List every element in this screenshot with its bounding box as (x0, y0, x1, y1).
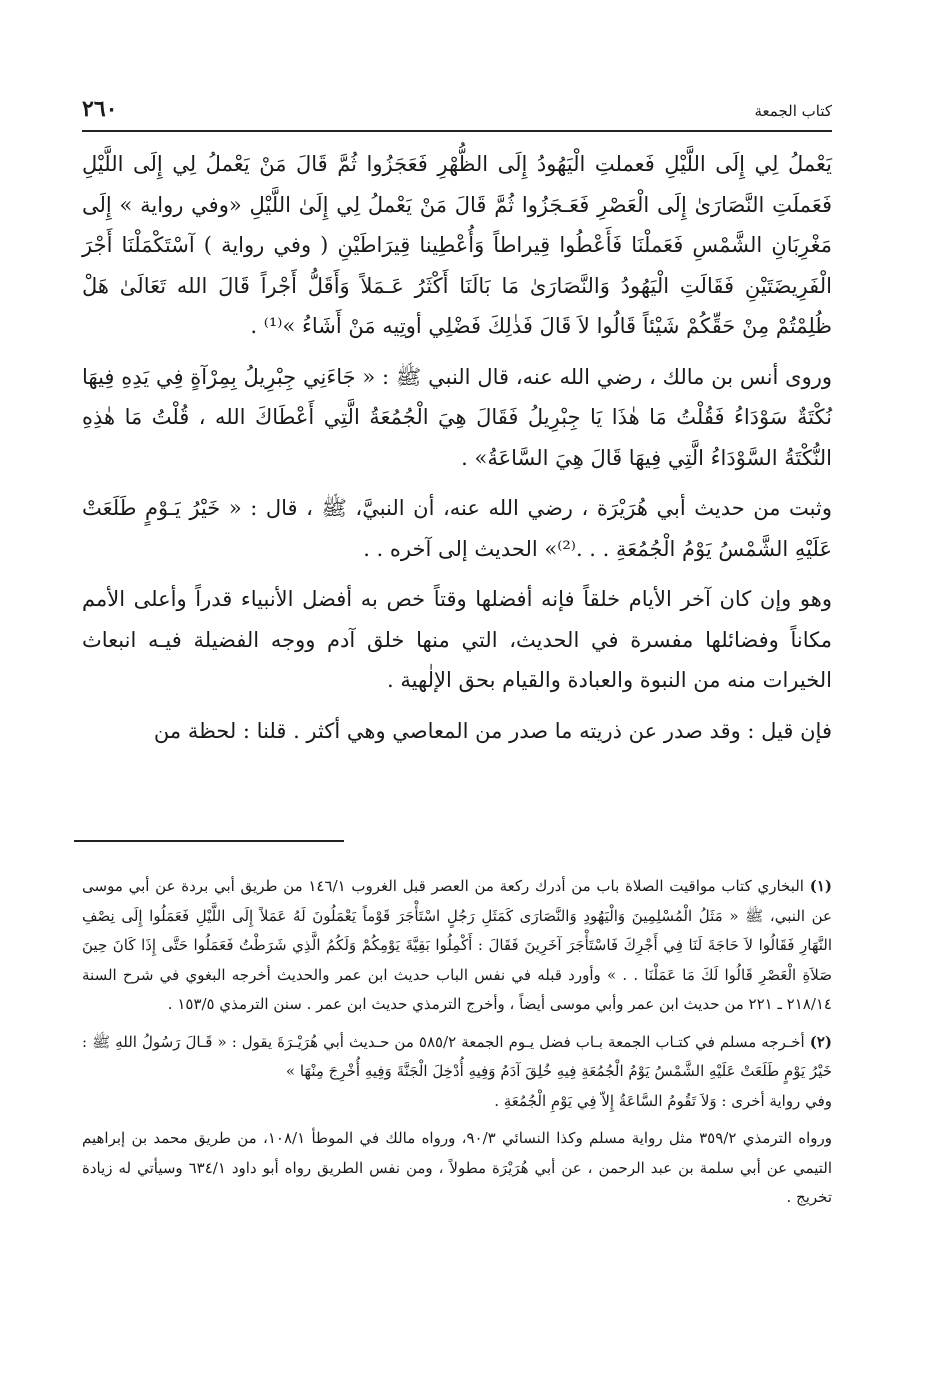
footnote-1-text: البخاري كتاب مواقيت الصلاة باب من أدرك ركعة من العصر قبل الغروب ١٤٦/١ من طريق أبي بردة عن أبي موسى عن النبي، ﷺ « مَثَلُ الْمُسْلِمِينَ وَالْيَهُودِ وَالنَّصَارَى كَمَثَلِ رَجُلٍ اسْتَأْجَرَ قَوْماً يَعْمَلُونَ لَهُ عَمَلاً إِلَى اللَّيْلِ فَعَمَلُوا إِلَى نِصْفِ النَّهَارِ فَقَالُوا لاَ حَاجَةَ لَنَا فِي أَجْرِكَ فَاسْتَأْجَرَ آخَرِينَ فَقَالَ : أَكْمِلُوا بَقِيَّةَ يَوْمِكُمْ وَلَكُمُ الَّذِي شَرَطْتُ فَعَمَلُوا حَتَّى إِذَا كَانَ حِينَ صَلاَةِ الْعَصْرِ قَالُوا لَكَ مَا عَمَلْنَا . . » وأورد قبله في نفس الباب حديث ابن عمر والحديث أخرجه البغوي في شرح السنة ٢١٨/١٤ ـ ٢٢١ من حديث ابن عمر وأبي موسى أيضاً ، وأخرج الترمذي حديث ابن عمر . سنن الترمذي ١٥٣/٥ . (82, 877, 832, 1013)
paragraph-4: وهو وإن كان آخر الأيام خلقاً فإنه أفضلها وقتاً خص به أفضل الأنبياء قدراً وأعلى الأمم مكاناً وفضائلها مفسرة في الحديث، التي منها خلق آدم ووجه الفضيلة فيـه انبعاث الخيرات منه من النبوة والعبادة والقيام بحق الإلٰهية . (82, 587, 832, 692)
footnote-2-text: أخـرجه مسلم في كتـاب الجمعة بـاب فضل يـوم الجمعة ٥٨٥/٢ من حـديث أبي هُرَيْـرَةَ يقول : « قَـالَ رَسُولُ اللهِ ﷺ : خَيْرُ يَوْمٍ طَلَعَتْ عَلَيْهِ الشَّمْسُ يَوْمُ الْجُمُعَةِ فِيهِ خُلِقَ آدَمُ وَفِيهِ أُدْخِلَ الْجَنَّةَ وَفِيهِ أُخْرِجَ مِنْهَا » (82, 1032, 832, 1080)
page-number: ٢٦٠ (82, 96, 118, 122)
paragraph-3: وثبت من حديث أبي هُرَيْرَة ، رضي الله عنه، أن النبيَّ، ﷺ ، قال : « خَيْرُ يَـوْمٍ طَلَعَتْ عَلَيْهِ الشَّمْسُ يَوْمُ الْجُمُعَةِ . . .⁽²⁾» الحديث إلى آخره . . (82, 496, 832, 561)
page (82, 96, 832, 751)
footnote-2-references: ورواه الترمذي ٣٥٩/٢ مثل رواية مسلم وكذا النسائي ٩٠/٣، ورواه مالك في الموطأ ١٠٨/١، من طريق محمد بن إبراهيم التيمي عن أبي سلمة بن عبد الرحمن ، عن أبي هُرَيْرَة مطولاً ، ومن نفس الطريق رواه أبو داود ٦٣٤/١ وسيأتي له زيادة تخريج . (82, 1129, 832, 1206)
paragraph-5: فإن قيل : وقد صدر عن ذريته ما صدر من المعاصي وهي أكثر . قلنا : لحظة من (153, 718, 832, 743)
footnote-1-mark: (١) (809, 877, 832, 895)
running-title: كتاب الجمعة (754, 102, 832, 120)
footnote-2-mark: (٢) (809, 1032, 832, 1051)
footnote-2 (82, 1028, 832, 1087)
footnote-2-variant: وفي رواية أخرى : وَلاَ تَقُومُ السَّاعَةُ إِلاّ فِي يَوْمِ الْجُمُعَةِ . (494, 1091, 832, 1110)
page-header (82, 96, 832, 132)
main-text (82, 144, 832, 751)
paragraph-1: يَعْملُ لِي إِلَى اللَّيْلِ فَعملتِ الْيَهُودُ إِلَى الظُّهْرِ فَعَجَزُوا ثُمَّ قَالَ مَنْ يَعْملُ لِي إِلَى اللَّيْلِ فَعَملَتِ النَّصَارَىٰ إِلَى الْعَصْرِ فَعَـجَزُوا ثُمَّ قَالَ مَنْ يَعْملُ لِي إِلَىٰ اللَّيْلِ «وفي رواية » إِلَى مَغْرِبَانِ الشَّمْسِ فَعَملْنَا فَأَعْطُوا قِيراطاً وَأُعْطِينا قِيرَاطَيْنِ ( وفي رواية ) آسْتَكْمَلْنَا أَجْرَ الْفَرِيضَتَيْنِ فَقَالَتِ الْيَهُودُ وَالنَّصَارَىٰ مَا بَالَنَا أَكْثَرُ عَـمَلاً وَأَقَلُّ أَجْراً قَالَ الله تَعَالَىٰ هَلْ ظُلِمْتُمْ مِنْ حَقِّكُمْ شَيْئاً قَالُوا لاَ قَالَ فَذٰلِكَ فَضْلِي أوتِيه مَنْ أَشَاءُ »⁽¹⁾ . (82, 152, 832, 338)
footnotes (82, 872, 832, 1213)
paragraph-2: وروى أنس بن مالك ، رضي الله عنه، قال النبي ﷺ : « جَاءَنِي جِبْرِيلُ بِمِرْآةٍ فِي يَدِهِ فِيهَا نُكْتَةٌ سَوْدَاءُ فَقُلْتُ مَا هٰذَا يَا جِبْرِيلُ فَقَالَ هِيَ الْجُمُعَةُ الَّتِي أَعْطَاكَ الله ، قُلْتُ مَا هٰذِهِ النُّكْتَةُ السَّوْدَاءُ الَّتِي فِيهَا قَالَ هِيَ السَّاعَةُ» . (82, 364, 832, 470)
footnote-1 (82, 872, 832, 1020)
footnote-divider (74, 840, 344, 842)
